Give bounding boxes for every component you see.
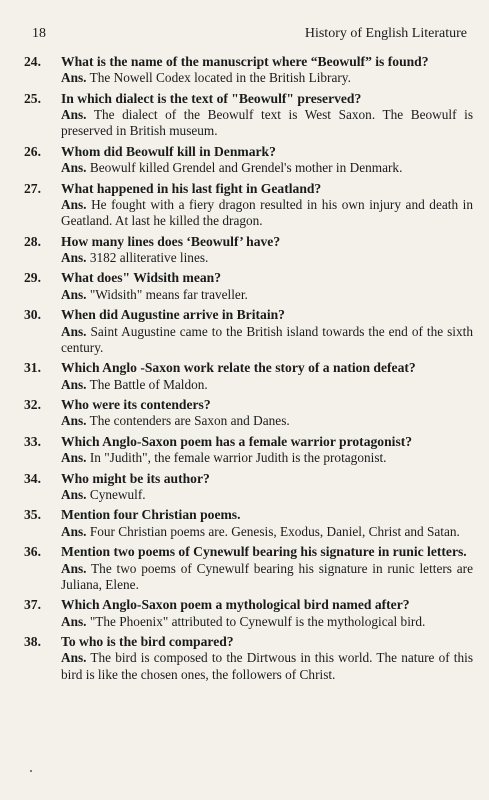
question-text: Mention two poems of Cynewulf bearing his signature in runic letters.	[61, 544, 467, 560]
answer	[61, 197, 473, 229]
answer-label: Ans.	[61, 450, 87, 466]
answer	[61, 287, 473, 303]
question-text: Which Anglo-Saxon poem a mythological bird named after?	[61, 597, 410, 613]
question-text: Who might be its author?	[61, 470, 210, 486]
answer-text: The two poems of Cynewulf bearing his signature in runic letters are Juliana, Elene.	[61, 560, 473, 592]
answer-text: Saint Augustine came to the British island towards the end of the sixth century.	[61, 323, 473, 355]
answer-text: The Nowell Codex located in the British Library.	[89, 70, 351, 86]
question-number: 35.	[24, 507, 41, 523]
answer-label: Ans.	[61, 107, 87, 123]
question-text: Mention four Christian poems.	[61, 507, 241, 523]
answer	[61, 250, 473, 266]
answer-text: "The Phoenix" attributed to Cynewulf is the mythological bird.	[89, 613, 426, 629]
question-number: 27.	[24, 180, 41, 196]
answer-label: Ans.	[61, 560, 87, 576]
answer-text: Cynewulf.	[89, 486, 146, 502]
answer	[61, 107, 473, 139]
qa-item	[24, 471, 473, 504]
question-text: What is the name of the manuscript where “Beowulf” is found?	[61, 54, 429, 69]
qa-item	[24, 634, 473, 683]
answer-label: Ans.	[61, 613, 87, 629]
question-number: 33.	[24, 433, 41, 449]
answer-label: Ans.	[61, 250, 87, 265]
answer-text: 3182 alliterative lines.	[89, 250, 209, 265]
question-number: 34.	[24, 470, 41, 486]
question-number: 36.	[24, 544, 41, 560]
answer-text: He fought with a fiery dragon resulted in his own injury and death in Geatland. At last he killed the dragon.	[61, 197, 474, 229]
qa-item	[24, 434, 473, 467]
question-text: Which Anglo -Saxon work relate the story of a nation defeat?	[61, 360, 416, 376]
answer	[61, 524, 473, 540]
answer	[61, 324, 473, 356]
qa-list	[24, 54, 473, 687]
question-text: To who is the bird compared?	[61, 633, 234, 649]
answer-label: Ans.	[61, 376, 87, 392]
question-text: When did Augustine arrive in Britain?	[61, 307, 285, 323]
answer-text: Four Christian poems are. Genesis, Exodus, Daniel, Christ and Satan.	[89, 523, 460, 539]
answer	[61, 561, 473, 593]
answer-text: The bird is composed to the Dirtwous in this world. The nature of this bird is like the chosen ones, the followers of Christ.	[61, 650, 473, 682]
qa-item	[24, 181, 473, 230]
answer	[61, 377, 473, 393]
answer	[61, 413, 473, 429]
qa-item	[24, 360, 473, 393]
question-number: 25.	[24, 90, 41, 106]
question-number: 32.	[24, 396, 41, 412]
question-number: 38.	[24, 633, 41, 649]
question-text: What happened in his last fight in Geatland?	[61, 180, 322, 196]
qa-item	[24, 91, 473, 140]
answer-label: Ans.	[61, 286, 87, 302]
qa-item	[24, 397, 473, 430]
answer-text: The dialect of the Beowulf text is West Saxon. The Beowulf is preserved in British museum.	[61, 107, 473, 139]
answer-label: Ans.	[61, 70, 87, 86]
answer	[61, 160, 473, 176]
answer	[61, 70, 473, 86]
answer-label: Ans.	[61, 523, 87, 539]
question-text: What does" Widsith mean?	[61, 270, 222, 286]
answer	[61, 614, 473, 630]
answer-label: Ans.	[61, 160, 87, 176]
qa-item	[24, 270, 473, 303]
question-number: 24.	[24, 54, 41, 69]
answer-text: The Battle of Maldon.	[89, 376, 208, 392]
qa-item	[24, 597, 473, 630]
answer-label: Ans.	[61, 323, 87, 339]
question-text: How many lines does ‘Beowulf’ have?	[61, 233, 281, 249]
question-number: 31.	[24, 360, 41, 376]
answer-label: Ans.	[61, 413, 87, 429]
answer	[61, 450, 473, 466]
answer	[61, 487, 473, 503]
question-text: Whom did Beowulf kill in Denmark?	[61, 143, 276, 159]
question-text: In which dialect is the text of "Beowulf" preserved?	[61, 90, 362, 106]
qa-item	[24, 307, 473, 356]
question-text: Who were its contenders?	[61, 396, 211, 412]
qa-item	[24, 544, 473, 593]
qa-item	[24, 234, 473, 267]
answer-text: The contenders are Saxon and Danes.	[89, 413, 290, 429]
question-number: 26.	[24, 143, 41, 159]
answer	[61, 650, 473, 682]
question-number: 28.	[24, 233, 41, 249]
qa-item	[24, 144, 473, 177]
print-speck	[30, 770, 32, 772]
question-number: 30.	[24, 307, 41, 323]
question-number: 29.	[24, 270, 41, 286]
answer-text: In "Judith", the female warrior Judith is the protagonist.	[89, 450, 387, 466]
qa-item	[24, 54, 473, 87]
qa-item	[24, 507, 473, 540]
answer-label: Ans.	[61, 650, 87, 666]
answer-text: Beowulf killed Grendel and Grendel's mother in Denmark.	[89, 160, 403, 176]
page-header	[32, 26, 467, 46]
question-number: 37.	[24, 597, 41, 613]
page-number: 18	[32, 26, 46, 41]
answer-label: Ans.	[61, 197, 87, 212]
question-text: Which Anglo-Saxon poem has a female warrior protagonist?	[61, 433, 413, 449]
answer-label: Ans.	[61, 486, 87, 502]
running-title: History of English Literature	[304, 26, 467, 41]
answer-text: "Widsith" means far traveller.	[89, 286, 248, 302]
